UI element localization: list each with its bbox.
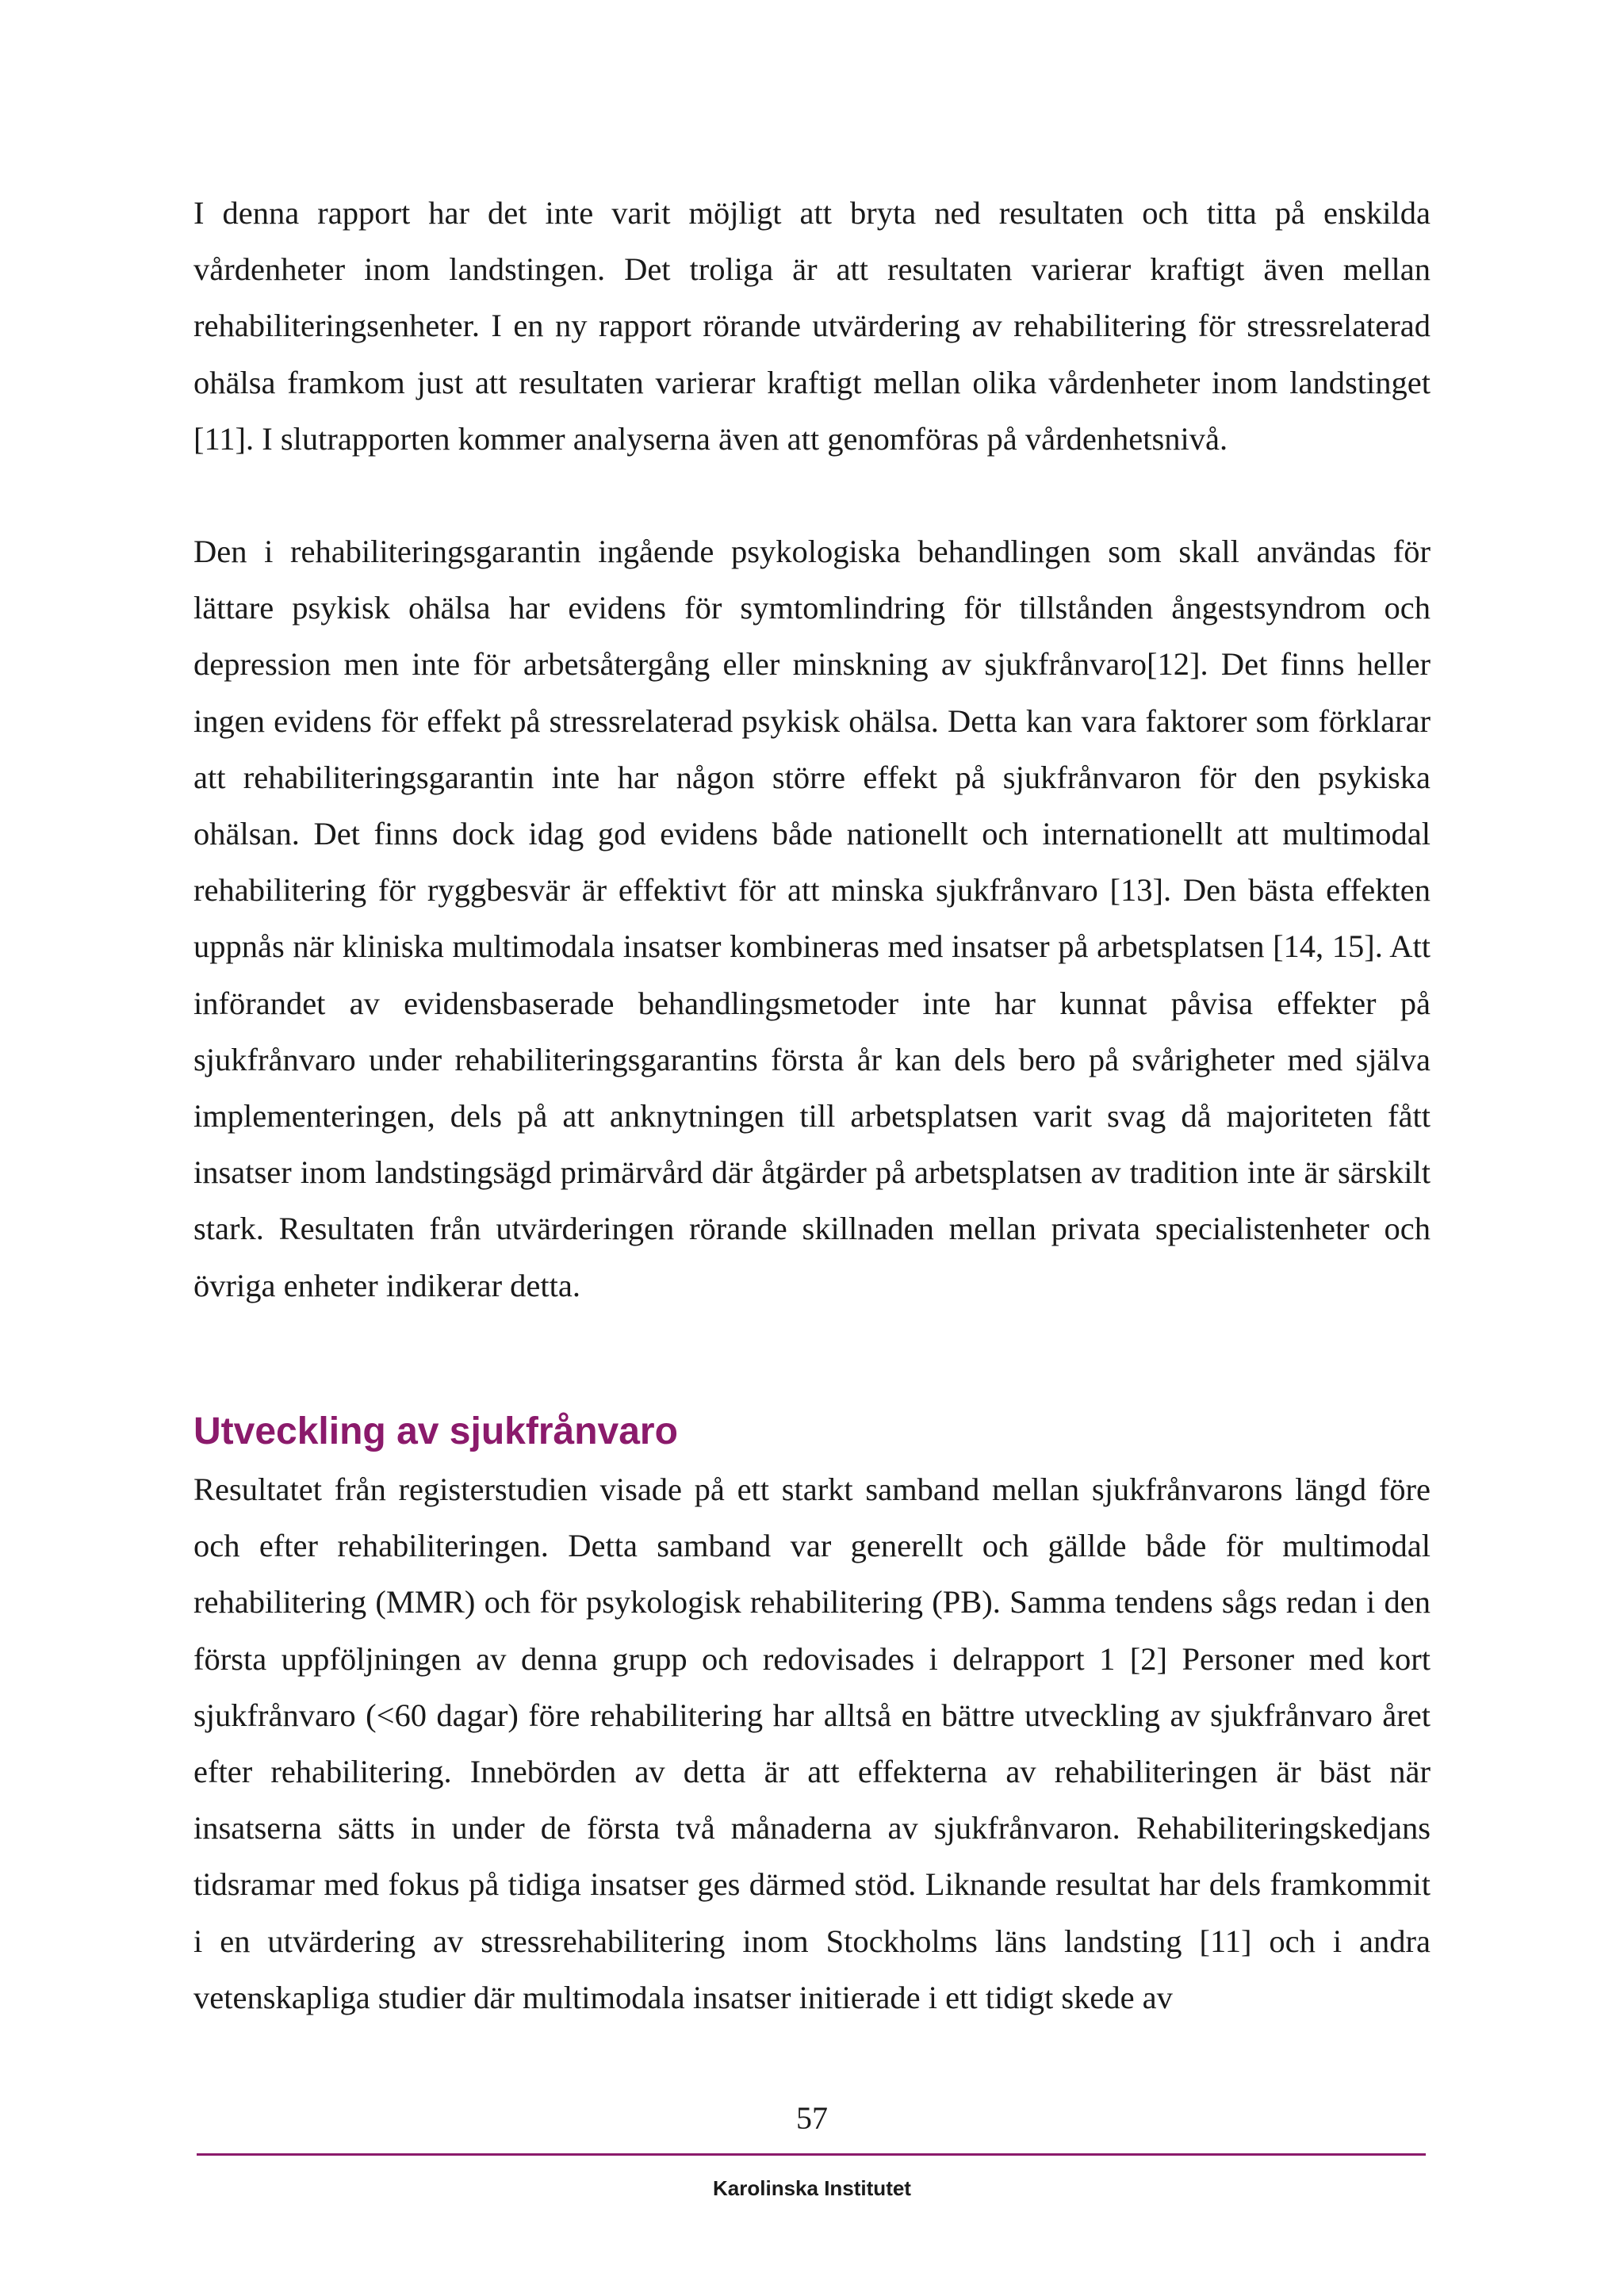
section-heading: Utveckling av sjukfrånvaro	[193, 1410, 678, 1452]
body-paragraph: I denna rapport har det inte varit möjligt att bryta ned resultaten och titta på enskilda vårdenheter inom landstingen. Det troliga är att resultaten varierar kraftigt även mellan rehabiliteringsenheter. I en ny rapport rörande utvärdering av rehabilitering för stressrelaterad ohälsa framkom just att resultaten varierar kraftigt mellan olika vårdenheter inom landstinget [11]. I slutrapporten kommer analyserna även att genomföras på vårdenhetsnivå.	[193, 195, 1431, 457]
page-number: 57	[796, 2100, 828, 2136]
footer-divider	[197, 2153, 1426, 2156]
body-paragraph: Resultatet från registerstudien visade på ett starkt samband mellan sjukfrånvarons längd före och efter rehabiliteringen. Detta samband var generellt och gällde både för multimodal rehabilitering (MMR) och för psykologisk rehabilitering (PB). Samma tendens sågs redan i den första uppföljningen av denna grupp och redovisades i delrapport 1 [2] Personer med kort sjukfrånvaro (<60 dagar) före rehabilitering har alltså en bättre utveckling av sjukfrånvaro året efter rehabilitering. Innebörden av detta är att effekterna av rehabiliteringen är bäst när insatserna sätts in under de första två månaderna av sjukfrånvaron. Rehabiliteringskedjans tidsramar med fokus på tidiga insatser ges därmed stöd. Liknande resultat har dels framkommit i en utvärdering av stressrehabilitering inom Stockholms läns landsting [11] och i andra vetenskapliga studier där multimodala insatser initierade i ett tidigt skede av	[193, 1471, 1431, 2015]
body-paragraph: Den i rehabiliteringsgarantin ingående psykologiska behandlingen som skall användas för lättare psykisk ohälsa har evidens för symtomlindring för tillstånden ångestsyndrom och depression men inte för arbetsåtergång eller minskning av sjukfrånvaro[12]. Det finns heller ingen evidens för effekt på stressrelaterad psykisk ohälsa. Detta kan vara faktorer som förklarar att rehabiliteringsgarantin inte har någon större effekt på sjukfrånvaron för den psykiska ohälsan. Det finns dock idag god evidens både nationellt och internationellt att multimodal rehabilitering för ryggbesvär är effektivt för att minska sjukfrånvaro [13]. Den bästa effekten uppnås när kliniska multimodala insatser kombineras med insatser på arbetsplatsen [14, 15]. Att införandet av evidensbaserade behandlingsmetoder inte har kunnat påvisa effekter på sjukfrånvaro under rehabiliteringsgarantins första år kan dels bero på svårigheter med själva implementeringen, dels på att anknytningen till arbetsplatsen varit svag då majoriteten fått insatser inom landstingsägd primärvård där åtgärder på arbetsplatsen av tradition inte är särskilt stark. Resultaten från utvärderingen rörande skillnaden mellan privata specialistenheter och övriga enheter indikerar detta.	[193, 534, 1431, 1303]
footer-institution-name: Karolinska Institutet	[713, 2176, 911, 2200]
